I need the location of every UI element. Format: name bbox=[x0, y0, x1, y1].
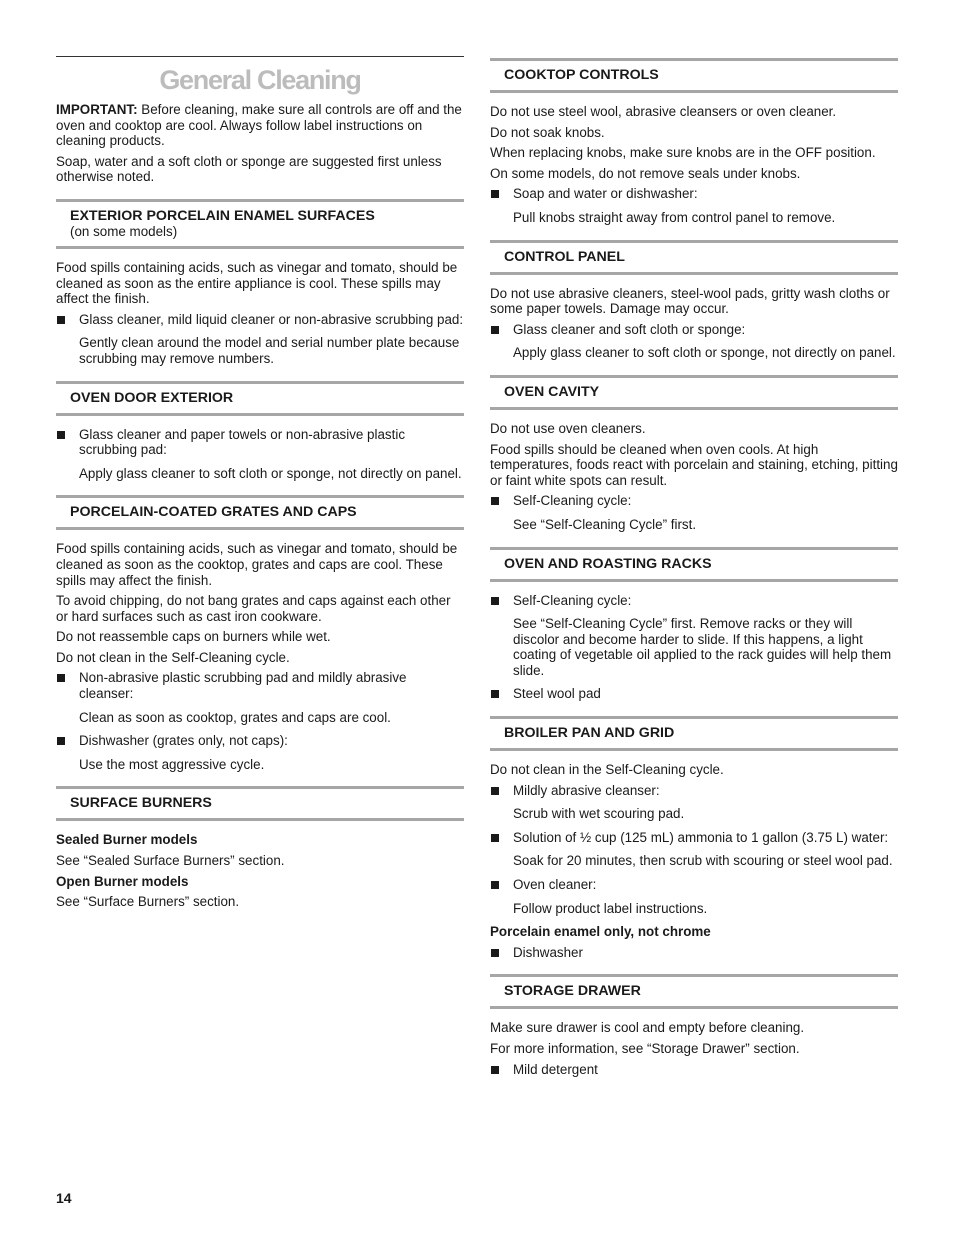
section-heading: STORAGE DRAWER bbox=[504, 983, 641, 1000]
section-heading: OVEN CAVITY bbox=[504, 383, 600, 400]
section-heading: BROILER PAN AND GRID bbox=[504, 725, 675, 742]
paragraph: Make sure drawer is cool and empty before cleaning. bbox=[490, 1020, 805, 1036]
page-number: 14 bbox=[56, 1190, 72, 1206]
section-subheading: (on some models) bbox=[70, 223, 178, 239]
page-title: General Cleaning bbox=[159, 65, 361, 95]
paragraph: On some models, do not remove seals under knobs. bbox=[490, 165, 801, 181]
paragraph: Do not clean in the Self-Cleaning cycle. bbox=[56, 649, 290, 665]
paragraph: See “Surface Burners” section. bbox=[56, 894, 240, 910]
paragraph: Do not reassemble caps on burners while wet. bbox=[56, 629, 331, 645]
bullet-item: Self-Cleaning cycle: bbox=[490, 493, 898, 509]
bullet-item: Mild detergent bbox=[490, 1062, 898, 1078]
paragraph: Do not soak knobs. bbox=[490, 124, 605, 140]
soap-paragraph: Soap, water and a soft cloth or sponge are suggested first unless otherwise noted. bbox=[56, 153, 442, 185]
paragraph: When replacing knobs, make sure knobs are in the OFF position. bbox=[490, 145, 876, 161]
top-rule bbox=[56, 56, 464, 57]
bullet-note: Follow product label instructions. bbox=[513, 900, 708, 916]
paragraph: Food spills containing acids, such as vinegar and tomato, should be cleaned as soon as the cooktop, grates and caps are cool. These spills may affect the finish. bbox=[56, 541, 458, 588]
paragraph: Do not use steel wool, abrasive cleansers or oven cleaner. bbox=[490, 104, 837, 119]
subheading: Porcelain enamel only, not chrome bbox=[490, 924, 711, 940]
section-heading: SURFACE BURNERS bbox=[70, 795, 212, 812]
subheading: Open Burner models bbox=[56, 873, 189, 889]
paragraph: See “Sealed Surface Burners” section. bbox=[56, 853, 285, 869]
bullet-item: Mildly abrasive cleanser: bbox=[490, 783, 898, 799]
section-header-burners bbox=[56, 786, 464, 821]
bullet-item: Solution of ½ cup (125 mL) ammonia to 1 gallon (3.75 L) water: bbox=[490, 830, 898, 846]
bullet-item: Glass cleaner and paper towels or non-abrasive plastic scrubbing pad: bbox=[56, 427, 464, 458]
bullet-item: Steel wool pad bbox=[490, 686, 898, 702]
subheading: Sealed Burner models bbox=[56, 832, 198, 848]
bullet-note: Scrub with wet scouring pad. bbox=[513, 806, 685, 822]
important-paragraph bbox=[56, 102, 464, 149]
bullet-note: Gently clean around the model and serial number plate because scrubbing may remove numbers. bbox=[79, 335, 460, 366]
paragraph: Food spills should be cleaned when oven cools. At high temperatures, foods react with porcelain and staining, etching, pitting or faint white spots can result. bbox=[490, 441, 898, 488]
bullet-note: Use the most aggressive cycle. bbox=[79, 756, 265, 772]
section-header-drawer bbox=[490, 974, 898, 1009]
left-column bbox=[56, 0, 464, 915]
section-heading: PORCELAIN-COATED GRATES AND CAPS bbox=[70, 504, 357, 521]
bullet-item: Soap and water or dishwasher: bbox=[490, 186, 898, 202]
bullet-note: Apply glass cleaner to soft cloth or sponge, not directly on panel. bbox=[513, 345, 896, 361]
bullet-item: Dishwasher (grates only, not caps): bbox=[56, 733, 464, 749]
bullet-note: Pull knobs straight away from control panel to remove. bbox=[513, 209, 836, 225]
section-heading: OVEN AND ROASTING RACKS bbox=[504, 555, 712, 572]
bullet-item: Glass cleaner, mild liquid cleaner or non-abrasive scrubbing pad: bbox=[56, 312, 464, 328]
right-column bbox=[490, 0, 898, 1085]
bullet-item: Self-Cleaning cycle: bbox=[490, 593, 898, 609]
paragraph: Food spills containing acids, such as vinegar and tomato, should be cleaned as soon as the entire appliance is cool. These spills may affect the finish. bbox=[56, 259, 458, 307]
section-heading: CONTROL PANEL bbox=[504, 248, 625, 265]
section-heading: EXTERIOR PORCELAIN ENAMEL SURFACES bbox=[70, 207, 375, 224]
paragraph: Do not use oven cleaners. bbox=[490, 420, 646, 436]
section-heading: OVEN DOOR EXTERIOR bbox=[70, 389, 234, 406]
bullet-item: Glass cleaner and soft cloth or sponge: bbox=[490, 322, 898, 338]
paragraph: To avoid chipping, do not bang grates and caps against each other or hard surfaces such as cast iron cookware. bbox=[56, 593, 451, 624]
bullet-note: Soak for 20 minutes, then scrub with scouring or steel wool pad. bbox=[513, 853, 893, 869]
section-heading: COOKTOP CONTROLS bbox=[504, 67, 659, 83]
bullet-note: Apply glass cleaner to soft cloth or sponge, not directly on panel. bbox=[79, 465, 462, 481]
section-header-broiler bbox=[490, 716, 898, 751]
bullet-note: Clean as soon as cooktop, grates and caps are cool. bbox=[79, 709, 391, 725]
important-text: Before cleaning, make sure all controls are off and the oven and cooktop are cool. Always follow label instructions on cleaning products. bbox=[56, 102, 462, 149]
section-header-oven-cavity bbox=[490, 375, 898, 410]
section-header-control-panel bbox=[490, 240, 898, 275]
bullet-item: Non-abrasive plastic scrubbing pad and mildly abrasive cleanser: bbox=[56, 670, 464, 701]
section-header-grates bbox=[56, 495, 464, 530]
bullet-note: See “Self-Cleaning Cycle” first. Remove racks or they will discolor and become harder to slide. If this happens, a light coating of vegetable oil applied to the rack guides will help them slide. bbox=[513, 616, 892, 678]
section-header-racks bbox=[490, 547, 898, 582]
section-header-controls bbox=[490, 58, 898, 93]
paragraph: Do not clean in the Self-Cleaning cycle. bbox=[490, 762, 724, 778]
section-header-oven-door bbox=[56, 381, 464, 416]
paragraph: Do not use abrasive cleaners, steel-wool pads, gritty wash cloths or some paper towels. Damage may occur. bbox=[490, 285, 890, 317]
important-label: IMPORTANT: bbox=[56, 102, 138, 117]
bullet-note: See “Self-Cleaning Cycle” first. bbox=[513, 516, 697, 532]
bullet-item: Dishwasher bbox=[490, 945, 898, 961]
bullet-item: Oven cleaner: bbox=[490, 877, 898, 893]
section-header-exterior bbox=[56, 199, 464, 249]
paragraph: For more information, see “Storage Drawer” section. bbox=[490, 1041, 800, 1056]
